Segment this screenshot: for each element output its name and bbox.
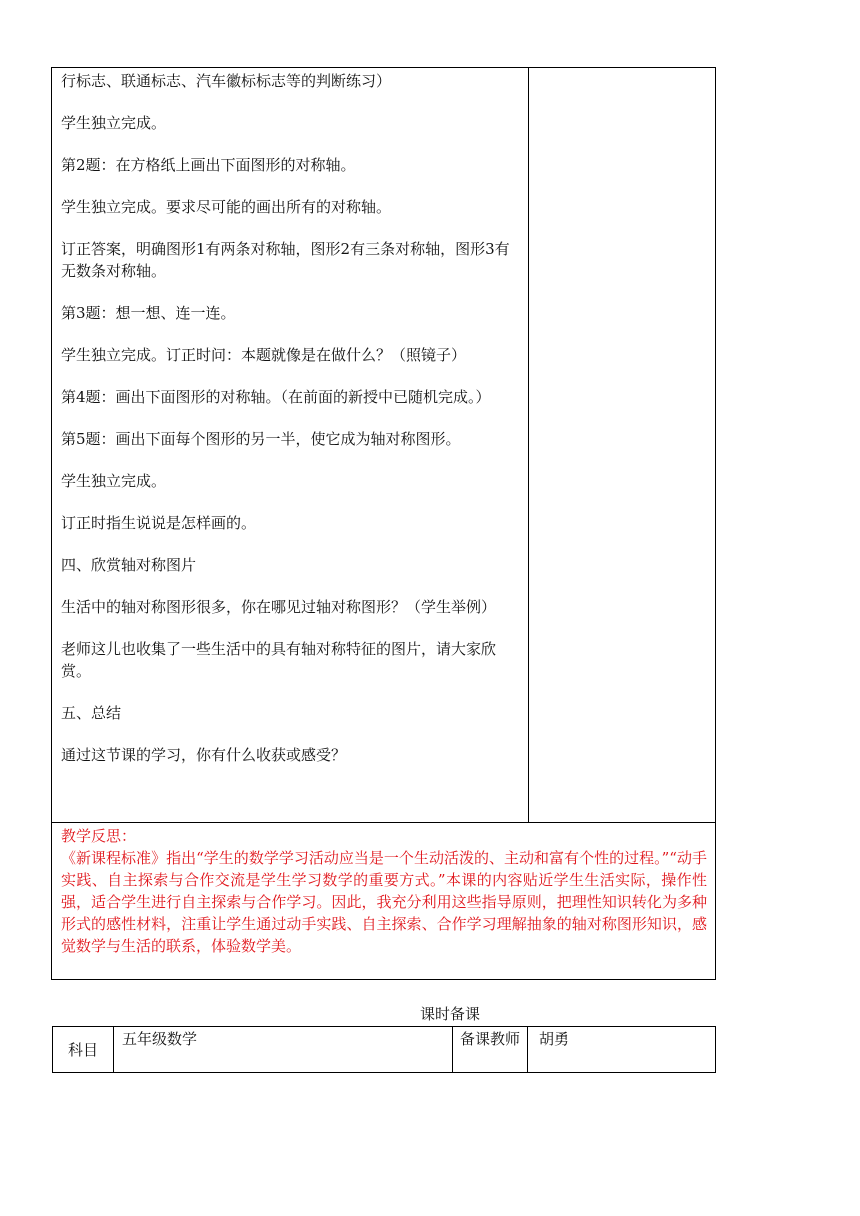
lesson-table [51,67,716,980]
paragraph: 老师这儿也收集了一些生活中的具有轴对称特征的图片，请大家欣赏。 [61,640,497,680]
teaching-reflection [61,825,707,957]
paragraph: 学生独立完成。订正时问：本题就像是在做什么？（照镜子） [61,346,467,364]
teacher-label: 备课教师 [452,1027,527,1072]
paragraph: 学生独立完成。要求尽可能的画出所有的对称轴。 [61,198,392,216]
paragraph: 生活中的轴对称图形很多，你在哪见过轴对称图形？（学生举例） [61,598,497,616]
teacher-value: 胡勇 [527,1027,715,1072]
paragraph: 学生独立完成。 [61,114,167,132]
paragraph: 第3题：想一想、连一连。 [61,304,236,322]
paragraph: 学生独立完成。 [61,472,167,490]
paragraph: 订正时指生说说是怎样画的。 [61,514,257,532]
column-divider [528,68,529,822]
section-heading: 四、欣赏轴对称图片 [61,556,197,574]
paragraph: 通过这节课的学习，你有什么收获或感受？ [61,746,347,764]
paragraph: 第2题：在方格纸上画出下面图形的对称轴。 [61,156,356,174]
paragraph: 第5题：画出下面每个图形的另一半，使它成为轴对称图形。 [61,430,461,448]
subject-label: 科目 [67,1040,98,1059]
paragraph: 订正答案，明确图形1有两条对称轴，图形2有三条对称轴，图形3有无数条对称轴。 [61,240,510,280]
reflection-heading: 教学反思： [61,827,137,845]
paragraph: 行标志、联通标志、汽车徽标标志等的判断练习） [61,72,392,90]
reflection-text: 《新课程标准》指出“学生的数学学习活动应当是一个生动活泼的、主动和富有个性的过程。”“动手实践、自主探索与合作交流是学生学习数学的重要方式。”本课的内容贴近学生生活实际，操作性强，适合学生进行自主探索与合作学习。因此，我充分利用这些指导原则，把理性知识转化为多种形式的感性材料，注重让学生通过动手实践、自主探索、合作学习理解抽象的轴对称图形知识，感觉数学与生活的联系，体验数学美。 [61,849,707,955]
section-heading: 五、总结 [61,704,122,722]
paragraph: 第4题：画出下面图形的对称轴。（在前面的新授中已随机完成。） [61,388,491,406]
schedule-table [52,1026,716,1073]
lesson-content [61,70,523,786]
schedule-title: 课时备课 [419,1005,480,1023]
row-divider [52,822,715,823]
subject-value: 五年级数学 [113,1027,507,1072]
